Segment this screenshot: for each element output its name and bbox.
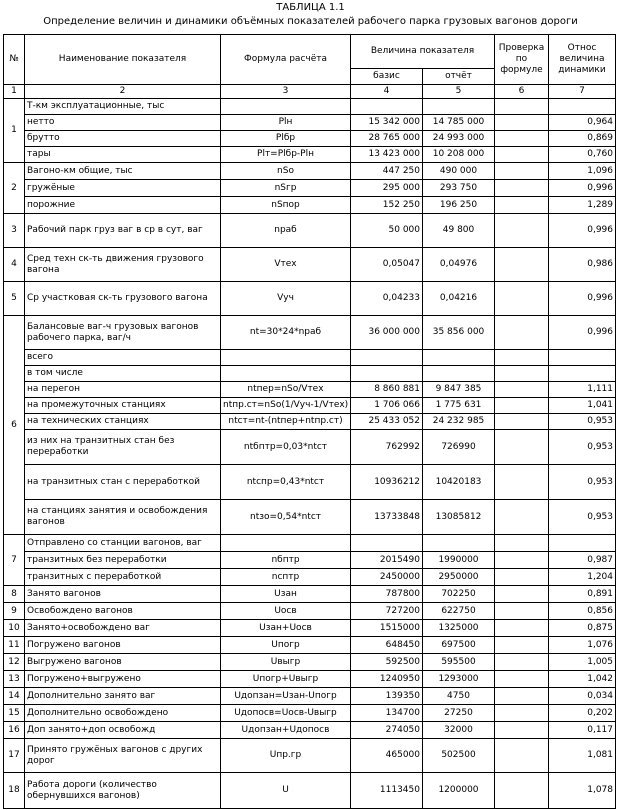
row-report: 702250 xyxy=(423,586,495,603)
row-relative: 1,042 xyxy=(549,671,616,688)
row-number: 16 xyxy=(4,722,25,739)
row-formula: Uпогр+Uвыгр xyxy=(221,671,351,688)
row-check xyxy=(495,552,549,569)
row-base: 295 000 xyxy=(351,180,423,197)
row-base: 134700 xyxy=(351,705,423,722)
row-report: 1325000 xyxy=(423,620,495,637)
row-report: 490 000 xyxy=(423,163,495,180)
colnum-2: 2 xyxy=(25,85,221,99)
row-base: 36 000 000 xyxy=(351,316,423,350)
row-name: порожние xyxy=(25,197,221,214)
row-report: 9 847 385 xyxy=(423,382,495,398)
row-report: 2950000 xyxy=(423,569,495,586)
header-base: базис xyxy=(351,69,423,85)
table-row xyxy=(4,552,616,569)
row-relative: 0,875 xyxy=(549,620,616,637)
row-number: 3 xyxy=(4,214,25,248)
row-formula: Vтех xyxy=(221,248,351,282)
row-base xyxy=(351,366,423,382)
row-formula: Uвыгр xyxy=(221,654,351,671)
row-check xyxy=(495,163,549,180)
table-row xyxy=(4,180,616,197)
row-name: на промежуточных станциях xyxy=(25,398,221,414)
row-report: 502500 xyxy=(423,739,495,773)
row-check xyxy=(495,430,549,465)
row-name: на перегон xyxy=(25,382,221,398)
row-formula: ntбптр=0,03*ntст xyxy=(221,430,351,465)
row-relative: 0,953 xyxy=(549,430,616,465)
table-number: ТАБЛИЦА 1.1 xyxy=(276,2,345,13)
row-name: всего xyxy=(25,350,221,366)
table-row xyxy=(4,603,616,620)
row-formula: Uдопзан=Uзан-Uпогр xyxy=(221,688,351,705)
row-name: в том числе xyxy=(25,366,221,382)
header-report: отчёт xyxy=(423,69,495,85)
colnum-7: 7 xyxy=(549,85,616,99)
row-relative: 0,891 xyxy=(549,586,616,603)
row-base: 28 765 000 xyxy=(351,131,423,147)
row-number: 4 xyxy=(4,248,25,282)
row-report xyxy=(423,99,495,115)
table-row xyxy=(4,500,616,535)
row-name: Занято+освобождено ваг xyxy=(25,620,221,637)
row-check xyxy=(495,131,549,147)
row-base: 592500 xyxy=(351,654,423,671)
row-relative: 0,996 xyxy=(549,214,616,248)
row-relative: 1,081 xyxy=(549,739,616,773)
row-report: 0,04216 xyxy=(423,282,495,316)
row-base: 465000 xyxy=(351,739,423,773)
row-check xyxy=(495,282,549,316)
row-name: Вагоно-км общие, тыс xyxy=(25,163,221,180)
row-report xyxy=(423,366,495,382)
row-report: 1990000 xyxy=(423,552,495,569)
table-row xyxy=(4,163,616,180)
row-relative xyxy=(549,366,616,382)
row-check xyxy=(495,366,549,382)
row-number: 1 xyxy=(4,99,25,163)
row-relative: 0,202 xyxy=(549,705,616,722)
row-base: 152 250 xyxy=(351,197,423,214)
row-relative: 1,041 xyxy=(549,398,616,414)
row-check xyxy=(495,398,549,414)
row-number: 13 xyxy=(4,671,25,688)
row-number: 10 xyxy=(4,620,25,637)
row-formula: Plн xyxy=(221,115,351,131)
row-check xyxy=(495,569,549,586)
row-relative: 1,204 xyxy=(549,569,616,586)
row-number: 11 xyxy=(4,637,25,654)
row-check xyxy=(495,705,549,722)
row-base: 1113450 xyxy=(351,773,423,809)
table-row xyxy=(4,739,616,773)
row-base: 0,04233 xyxy=(351,282,423,316)
table-row xyxy=(4,637,616,654)
row-report: 10 208 000 xyxy=(423,147,495,163)
table-row xyxy=(4,654,616,671)
row-relative: 0,953 xyxy=(549,500,616,535)
row-name: Сред техн ск-ть движения грузового вагона xyxy=(25,248,221,282)
row-check xyxy=(495,197,549,214)
table-row xyxy=(4,535,616,552)
row-check xyxy=(495,147,549,163)
row-base xyxy=(351,99,423,115)
row-formula: U xyxy=(221,773,351,809)
row-name: Выгружено вагонов xyxy=(25,654,221,671)
colnum-4: 4 xyxy=(351,85,423,99)
table-row xyxy=(4,248,616,282)
row-name: тары xyxy=(25,147,221,163)
row-relative: 1,078 xyxy=(549,773,616,809)
table-row xyxy=(4,214,616,248)
row-report: 32000 xyxy=(423,722,495,739)
row-base: 8 860 881 xyxy=(351,382,423,398)
row-relative xyxy=(549,99,616,115)
row-relative: 0,760 xyxy=(549,147,616,163)
row-check xyxy=(495,465,549,500)
row-formula: ntпр.ст=nSо(1/Vуч-1/Vтех) xyxy=(221,398,351,414)
row-check xyxy=(495,688,549,705)
row-formula: ntзо=0,54*ntст xyxy=(221,500,351,535)
row-report: 1200000 xyxy=(423,773,495,809)
row-report xyxy=(423,535,495,552)
row-formula: Uзан xyxy=(221,586,351,603)
row-number: 17 xyxy=(4,739,25,773)
row-base: 1 706 066 xyxy=(351,398,423,414)
row-base: 2015490 xyxy=(351,552,423,569)
row-base: 1515000 xyxy=(351,620,423,637)
row-check xyxy=(495,637,549,654)
table-row xyxy=(4,705,616,722)
row-check xyxy=(495,739,549,773)
row-check xyxy=(495,603,549,620)
row-base: 2450000 xyxy=(351,569,423,586)
colnum-1: 1 xyxy=(4,85,25,99)
row-name: Дополнительно освобождено xyxy=(25,705,221,722)
row-relative: 0,964 xyxy=(549,115,616,131)
row-check xyxy=(495,350,549,366)
row-check xyxy=(495,773,549,809)
row-name: нетто xyxy=(25,115,221,131)
row-relative: 0,856 xyxy=(549,603,616,620)
row-base: 762992 xyxy=(351,430,423,465)
indicators-table xyxy=(3,34,616,809)
row-number: 12 xyxy=(4,654,25,671)
row-relative: 0,034 xyxy=(549,688,616,705)
table-row xyxy=(4,773,616,809)
row-relative: 0,987 xyxy=(549,552,616,569)
row-check xyxy=(495,414,549,430)
row-name: Т-км эксплуатационные, тыс xyxy=(25,99,221,115)
row-formula: Uпогр xyxy=(221,637,351,654)
row-check xyxy=(495,722,549,739)
row-relative: 0,996 xyxy=(549,180,616,197)
row-report: 622750 xyxy=(423,603,495,620)
row-relative: 0,953 xyxy=(549,465,616,500)
row-name: из них на транзитных стан без переработки xyxy=(25,430,221,465)
row-report: 24 993 000 xyxy=(423,131,495,147)
row-report: 10420183 xyxy=(423,465,495,500)
row-formula: nSгр xyxy=(221,180,351,197)
row-report: 293 750 xyxy=(423,180,495,197)
table-row xyxy=(4,366,616,382)
row-check xyxy=(495,620,549,637)
row-name: транзитных с переработкой xyxy=(25,569,221,586)
table-row xyxy=(4,414,616,430)
row-number: 2 xyxy=(4,163,25,214)
row-name: Дополнительно занято ваг xyxy=(25,688,221,705)
row-number: 9 xyxy=(4,603,25,620)
header-no: № xyxy=(4,35,25,85)
table-row xyxy=(4,382,616,398)
row-relative: 1,005 xyxy=(549,654,616,671)
row-name: на технических станциях xyxy=(25,414,221,430)
row-base: 727200 xyxy=(351,603,423,620)
row-formula: nраб xyxy=(221,214,351,248)
colnum-3: 3 xyxy=(221,85,351,99)
row-check xyxy=(495,586,549,603)
row-report: 24 232 985 xyxy=(423,414,495,430)
row-formula: ntст=nt-(ntпер+ntпр.ст) xyxy=(221,414,351,430)
row-report: 1293000 xyxy=(423,671,495,688)
row-report: 0,04976 xyxy=(423,248,495,282)
colnum-5: 5 xyxy=(423,85,495,99)
row-formula xyxy=(221,366,351,382)
row-name: Рабочий парк груз ваг в ср в сут, ваг xyxy=(25,214,221,248)
row-name: гружёные xyxy=(25,180,221,197)
row-name: брутто xyxy=(25,131,221,147)
row-formula: nSпор xyxy=(221,197,351,214)
table-row xyxy=(4,99,616,115)
row-name: Погружено+выгружено xyxy=(25,671,221,688)
row-number: 15 xyxy=(4,705,25,722)
row-formula: nSо xyxy=(221,163,351,180)
row-base: 25 433 052 xyxy=(351,414,423,430)
table-row xyxy=(4,569,616,586)
row-base: 447 250 xyxy=(351,163,423,180)
colnum-6: 6 xyxy=(495,85,549,99)
row-formula: ntспр=0,43*ntст xyxy=(221,465,351,500)
table-row xyxy=(4,147,616,163)
row-check xyxy=(495,180,549,197)
row-relative: 1,289 xyxy=(549,197,616,214)
row-name: на станциях занятия и освобождения вагонов xyxy=(25,500,221,535)
table-row xyxy=(4,316,616,350)
row-formula: Uосв xyxy=(221,603,351,620)
row-relative: 0,953 xyxy=(549,414,616,430)
header-name: Наименование показателя xyxy=(25,35,221,85)
row-formula: Plт=Plбр-Plн xyxy=(221,147,351,163)
row-base: 787800 xyxy=(351,586,423,603)
row-relative: 0,117 xyxy=(549,722,616,739)
row-base: 0,05047 xyxy=(351,248,423,282)
row-check xyxy=(495,214,549,248)
row-base: 274050 xyxy=(351,722,423,739)
row-formula: Uдопосв=Uосв-Uвыгр xyxy=(221,705,351,722)
row-report: 595500 xyxy=(423,654,495,671)
row-relative: 1,111 xyxy=(549,382,616,398)
row-relative xyxy=(549,535,616,552)
table-row xyxy=(4,586,616,603)
row-check xyxy=(495,115,549,131)
row-name: Работа дороги (количество обернувшихся вагонов) xyxy=(25,773,221,809)
row-name: Освобождено вагонов xyxy=(25,603,221,620)
row-report: 13085812 xyxy=(423,500,495,535)
table-row xyxy=(4,465,616,500)
row-formula: Vуч xyxy=(221,282,351,316)
row-relative: 1,076 xyxy=(549,637,616,654)
row-base: 15 342 000 xyxy=(351,115,423,131)
row-report: 4750 xyxy=(423,688,495,705)
row-number: 18 xyxy=(4,773,25,809)
row-report: 1 775 631 xyxy=(423,398,495,414)
row-report xyxy=(423,350,495,366)
table-row xyxy=(4,722,616,739)
row-number: 5 xyxy=(4,282,25,316)
row-report: 49 800 xyxy=(423,214,495,248)
row-base: 10936212 xyxy=(351,465,423,500)
header-formula: Формула расчёта xyxy=(221,35,351,85)
table-row xyxy=(4,620,616,637)
row-formula xyxy=(221,99,351,115)
table-row xyxy=(4,131,616,147)
row-relative: 0,996 xyxy=(549,282,616,316)
row-report: 726990 xyxy=(423,430,495,465)
row-formula: Uпр.гр xyxy=(221,739,351,773)
row-base xyxy=(351,535,423,552)
table-body xyxy=(4,99,616,809)
row-base: 648450 xyxy=(351,637,423,654)
row-relative: 0,869 xyxy=(549,131,616,147)
row-report: 196 250 xyxy=(423,197,495,214)
row-formula: Plбр xyxy=(221,131,351,147)
row-report: 27250 xyxy=(423,705,495,722)
row-base: 13 423 000 xyxy=(351,147,423,163)
row-name: Доп занято+доп освобожд xyxy=(25,722,221,739)
row-relative xyxy=(549,350,616,366)
row-base: 13733848 xyxy=(351,500,423,535)
row-formula: Uзан+Uосв xyxy=(221,620,351,637)
table-row xyxy=(4,197,616,214)
row-report: 697500 xyxy=(423,637,495,654)
row-base xyxy=(351,350,423,366)
row-base: 50 000 xyxy=(351,214,423,248)
row-formula: Uдопзан+Uдопосв xyxy=(221,722,351,739)
row-name: Занято вагонов xyxy=(25,586,221,603)
row-formula xyxy=(221,535,351,552)
row-name: на транзитных стан с переработкой xyxy=(25,465,221,500)
row-formula: nбптр xyxy=(221,552,351,569)
row-report: 35 856 000 xyxy=(423,316,495,350)
table-row xyxy=(4,430,616,465)
row-relative: 0,996 xyxy=(549,316,616,350)
header-value: Величина показателя xyxy=(351,35,495,69)
row-number: 14 xyxy=(4,688,25,705)
row-check xyxy=(495,500,549,535)
row-check xyxy=(495,99,549,115)
row-name: транзитных без переработки xyxy=(25,552,221,569)
row-formula xyxy=(221,350,351,366)
row-formula: ntпер=nSо/Vтех xyxy=(221,382,351,398)
table-title: Определение величин и динамики объёмных показателей рабочего парка грузовых вагонов дороги xyxy=(43,16,578,27)
table-row xyxy=(4,688,616,705)
table-row xyxy=(4,282,616,316)
row-check xyxy=(495,671,549,688)
row-check xyxy=(495,316,549,350)
row-number: 6 xyxy=(4,316,25,535)
row-base: 1240950 xyxy=(351,671,423,688)
header-check: Проверка по формуле xyxy=(495,35,549,85)
row-name: Отправлено со станции вагонов, ваг xyxy=(25,535,221,552)
row-check xyxy=(495,654,549,671)
row-name: Балансовые ваг-ч грузовых вагонов рабочего парка, ваг/ч xyxy=(25,316,221,350)
table-row xyxy=(4,115,616,131)
row-formula: nt=30*24*nраб xyxy=(221,316,351,350)
table-row xyxy=(4,398,616,414)
row-check xyxy=(495,535,549,552)
row-relative: 1,096 xyxy=(549,163,616,180)
row-name: Ср участковая ск-ть грузового вагона xyxy=(25,282,221,316)
row-relative: 0,986 xyxy=(549,248,616,282)
row-check xyxy=(495,248,549,282)
row-number: 7 xyxy=(4,535,25,586)
table-row xyxy=(4,350,616,366)
row-formula: nсптр xyxy=(221,569,351,586)
row-name: Погружено вагонов xyxy=(25,637,221,654)
row-number: 8 xyxy=(4,586,25,603)
table-row xyxy=(4,671,616,688)
row-base: 139350 xyxy=(351,688,423,705)
row-name: Принято гружёных вагонов с других дорог xyxy=(25,739,221,773)
row-check xyxy=(495,382,549,398)
header-relative: Относ величина динамики xyxy=(549,35,616,85)
row-report: 14 785 000 xyxy=(423,115,495,131)
